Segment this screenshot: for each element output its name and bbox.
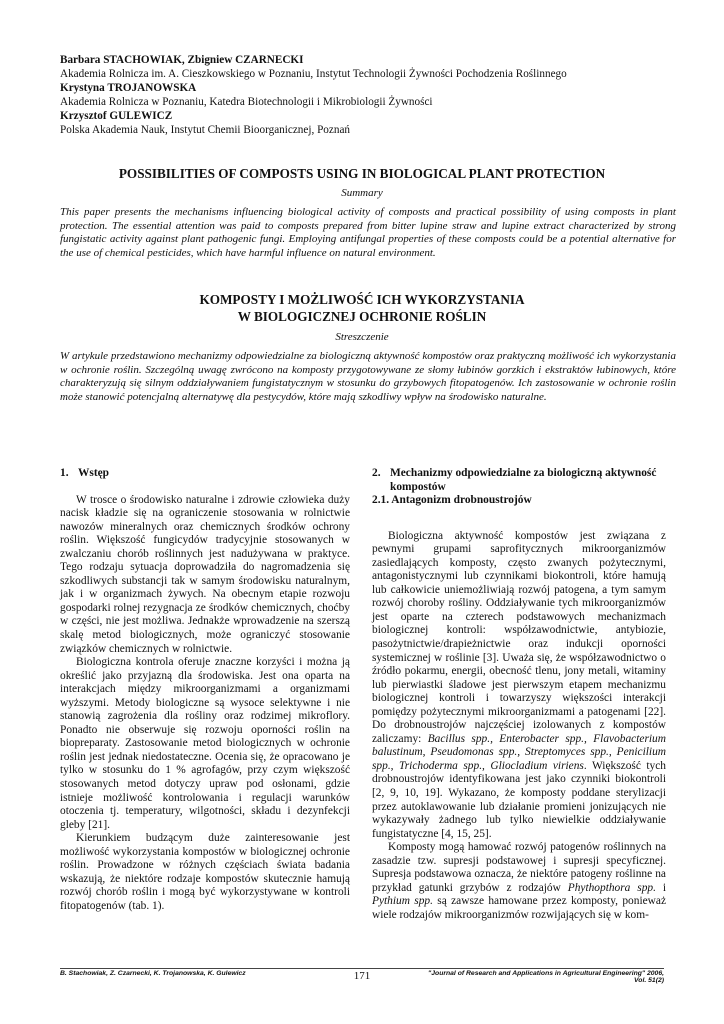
- english-abstract: This paper presents the mechanisms influencing biological activity of composts and practical possibility of using composts in plant protection. The essential attention was paid to composts prepared from bitter lupine straw and lupine extract characterized by strong fungistatic activity against plant pathogenic fungi. Employing antifungal properties of these composts could be a potential alternative for the use of chemical pesticides, which have harmful influence on natural environment.: [60, 206, 676, 259]
- left-column: [60, 467, 350, 914]
- author-block: [60, 53, 670, 138]
- author-name-2: Krystyna TROJANOWSKA: [60, 82, 197, 95]
- genus-pythium: Pythium spp.: [372, 895, 433, 908]
- footer-authors: B. Stachowiak, Z. Czarnecki, K. Trojanowska, K. Gulewicz: [60, 970, 246, 977]
- section-2-number: 2.: [372, 467, 381, 479]
- genus-phythopthora: Phythopthora spp.: [567, 881, 656, 894]
- antagonism-text-a: Biologiczna aktywność kompostów jest związana z pewnymi grupami saprofitycznych mikroorganizmów zasiedlających komposty, często zwanych pożytecznymi, antagonistycznymi lub czynnikami biokontroli, które hamują lub całkowicie uniemożliwiają rozwój patogena, a tym samym rozwój choroby rośliny. Oddziaływanie tych mikroorganizmów jest oparte na czterech podstawowych mechanizmach biologicznej kontroli: współzawodnictwie, antybiozie, pasożytnictwie/drapieżnictwie oraz indukcji oporności systemicznej w roślinie [3]. Uważa się, że współzawodnictwo o źródło pokarmu, energii, obecność tlenu, jony metali, witaminy lub pierwiastki śladowe jest pierwszym etapem mechanizmu biologicznej kontroli i towarzyszy większości interakcji pomiędzy pożytecznymi mikroorganizmami a patogenami [22]. Do drobnoustrojów najczęściej izolowanych z kompostów zaliczamy:: [372, 529, 666, 745]
- english-title: POSSIBILITIES OF COMPOSTS USING IN BIOLOGICAL PLANT PROTECTION: [118, 166, 606, 181]
- section-1-heading: [60, 467, 350, 481]
- polish-abstract: W artykule przedstawiono mechanizmy odpowiedzialne za biologiczną aktywność kompostów oraz praktyczną możliwość ich wykorzystania w ochronie roślin. Szczególną uwagę zwrócono na komposty przygotowywane ze słomy łubinów gorzkich i ekstraktów łubinowych, które charakteryzują się silnym oddziaływaniem fungistatycznym w stosunku do grzybowych fitopatogenów. Ich zastosowanie w ochronie roślin może stanowić potencjalną alternatywę dla pestycydów, które mają szkodliwy wpływ na środowisko naturalne.: [60, 350, 676, 403]
- right-column: [372, 467, 666, 923]
- suppression-text-c: są zawsze hamowane przez komposty, ponieważ wiele rodzajów mikroorganizmów rozwijających się w kom-: [372, 895, 666, 921]
- antagonism-paragraph-1: [372, 530, 666, 842]
- subsection-2-1-heading: 2.1. Antagonizm drobnoustrojów: [372, 494, 532, 507]
- polish-title-line-2: W BIOLOGICZNEJ OCHRONIE ROŚLIN: [237, 309, 487, 324]
- footer-journal: "Journal of Research and Applications in Agricultural Engineering" 2006, Vol. 51(2): [428, 970, 664, 984]
- author-name-1: Barbara STACHOWIAK, Zbigniew CZARNECKI: [60, 54, 304, 66]
- author-affiliation-3: Polska Akademia Nauk, Instytut Chemii Bioorganicznej, Poznań: [60, 124, 351, 137]
- polish-title: [40, 291, 684, 325]
- author-affiliation-1: Akademia Rolnicza im. A. Cieszkowskiego w Poznaniu, Instytut Technologii Żywności Pochodzenia Roślinnego: [60, 68, 567, 81]
- author-affiliation-2: Akademia Rolnicza w Poznaniu, Katedra Biotechnologii i Mikrobiologii Żywności: [60, 96, 433, 109]
- section-2-heading: [372, 467, 666, 494]
- streszczenie-label: Streszczenie: [335, 331, 389, 343]
- antagonism-paragraph-2: [372, 841, 666, 922]
- suppression-text-b: i: [655, 881, 666, 894]
- section-1-title: Wstęp: [78, 467, 110, 479]
- summary-label: Summary: [341, 187, 383, 199]
- polish-title-line-1: KOMPOSTY I MOŻLIWOŚĆ ICH WYKORZYSTANIA: [199, 292, 525, 307]
- section-2-title: Mechanizmy odpowiedzialne za biologiczną aktywność kompostów: [390, 467, 657, 493]
- intro-paragraph-2: Biologiczna kontrola oferuje znaczne korzyści i można ją określić jako przyjazną dla środowiska. Jest ona oparta na interakcjach między mikroorganizmami a organizmami wyższymi. Metody biologiczne są wysoce selektywne i nie stanowią zagrożenia dla rośliny oraz rodzimej mikroflory. Ponadto nie obserwuje się rozwoju oporności roślin na biopreparaty. Zastosowanie metod biologicznych w ochronie roślin jest jednak niedostateczne. Ocenia się, że opracowano je tylko w stosunku do 1 % agrofagów, przy czym większość stosowanych metod dotyczy upraw pod osłonami, gdzie istnieje możliwość kontrolowania i regulacji warunków otoczenia tj. temperatury, wilgotności, składu i dezynfekcji gleby [21].: [60, 656, 350, 831]
- microorganism-taxa: Bacillus spp., Enterobacter spp., Flavobacterium balustinum, Pseudomonas spp., Streptomyces spp., Penicilium spp., Trichoderma spp., Gliocladium viriens: [372, 732, 666, 772]
- suppression-text-a: Komposty mogą hamować rozwój patogenów roślinnych na zasadzie tzw. supresji podstawowej i supresji specyficznej. Supresja podstawowa oznacza, że niektóre patogeny roślinne na przykład gatunki grzybów z rodzajów: [372, 841, 666, 894]
- page-number: 171: [353, 970, 371, 982]
- antagonism-text-b: . Większość tych drobnoustrojów identyfikowana jest jako czynniki biokontroli [2, 9, 10, 19]. Wykazano, że komposty poddane sterylizacji przez autoklawowanie lub działanie promieni jonizujących nie wykazywały żadnego lub tylko niewielkie oddziaływanie fungistatyczne [4, 15, 25].: [372, 759, 666, 840]
- intro-paragraph-3: Kierunkiem budzącym duże zainteresowanie jest możliwość wykorzystania kompostów w biologicznej ochronie roślin. Prowadzone w różnych częściach świata badania wskazują, że niektóre rodzaje kompostów skutecznie hamują rozwój chorób roślin i mogą być wykorzystywane w kontroli fitopatogenów (tab. 1).: [60, 832, 350, 912]
- author-name-3: Krzysztof GULEWICZ: [60, 110, 173, 123]
- intro-paragraph-1: W trosce o środowisko naturalne i zdrowie człowieka duży nacisk kładzie się na ograniczenie stosowania w rolnictwie nawozów mineralnych oraz chemicznych środków ochrony roślin. Większość fungicydów tradycyjnie stosowanych w zwalczaniu chorób roślinnych jest nadużywana w praktyce. Tego rodzaju sytuacja doprowadziła do nagromadzenia się szkodliwych substancji tak w samym środowisku naturalnym, jak i w organizmach żywych. Na obecnym etapie rozwoju gospodarki rolnej rezygnacja ze środków chemicznych, choćby w części, nie jest możliwa. Jednakże wprowadzenie na szerszą skalę metod biologicznych, może ograniczyć stosowanie związków chemicznych w rolnictwie.: [60, 493, 350, 655]
- section-1-number: 1.: [60, 467, 69, 479]
- footer-rule: [60, 968, 664, 969]
